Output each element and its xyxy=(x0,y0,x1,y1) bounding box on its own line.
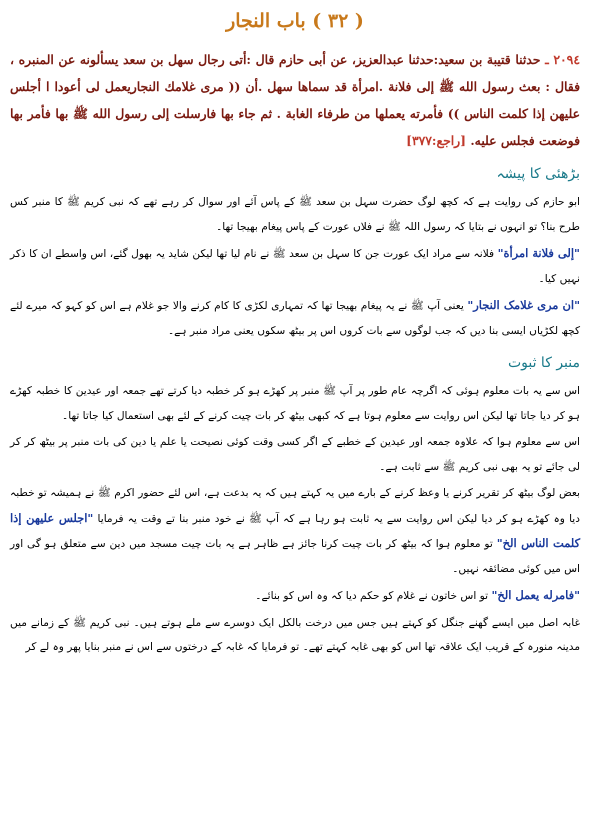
paragraph-text: غابہ اصل میں ایسے گھنے جنگل کو کہتے ہیں جس میں درخت بالکل ایک دوسرے سے ملے ہوتے ہیں۔ نبی کریم ﷺ کے زمانے میں مدینہ منورہ کے قریب ایک علاقہ تھا اس کو بھی غابہ کہتے تھے۔ تو فرمایا کہ غابہ کے درختوں سے اس نے منبر بنایا پھر وہ لے کر xyxy=(10,616,580,653)
hadith-text: حدثنا قتيبة بن سعيد:حدثنا عبدالعزيز، عن أبى حازم قال :أتى رجال سهل بن سعد يسألونه عن المنبره ، فقال : بعث رسول الله ﷺ إلى فلانة .امرأة قد سماها سهل .أن (( مرى غلامك النجاريعمل لى أعودا ا أجلس عليهن إذا كلمت الناس )) فأمرته يعملها من طرفاء الغابة . ثم جاء بها فارسلت إلى رسول الله ﷺ بها فأمر بها فوضعت فجلس عليه. xyxy=(10,52,580,148)
paragraph-text: فلانہ سے مراد ایک عورت جن کا سہل بن سعد ﷺ نے نام لیا تھا لیکن شاید یہ بھول گئے، اس واسطے ان کا ذکر نہیں کیا۔ xyxy=(10,248,580,285)
paragraph-text: تو اس خاتون نے غلام کو حکم دیا کہ وہ اس کو بنائے۔ xyxy=(255,590,489,602)
paragraph-tail: تو معلوم ہوا کہ بیٹھ کر بات چیت کرنا جائز ہے ظاہر ہے یہ بات چیت مسجد میں دین سے متعلق ہو گی اور اس میں کوئی مضائقہ نہیں۔ xyxy=(10,538,580,575)
paragraph-text: اس سے معلوم ہوا کہ علاوہ جمعہ اور عیدین کے خطبے کے اگر کسی وقت کوئی نصیحت یا علم یا دین کی بات منبر پر بیٹھ کر کر لی جائے تو یہ بھی نبی کریم ﷺ سے ثابت ہے۔ xyxy=(10,436,580,473)
paragraph-text: ابو حازم کی روایت ہے کہ کچھ لوگ حضرت سہل بن سعد ﷺ کے پاس آئے اور سوال کر رہے تھے کہ نبی کریم ﷺ کا منبر کس طرح بنا؟ تو انہوں نے بتایا کہ رسول اللہ ﷺ نے فلاں عورت کے پاس پیغام بھیجا تھا۔ xyxy=(10,196,580,233)
section-heading-carpentry: بڑھئی کا پیشہ xyxy=(496,166,580,182)
hadith-number: ٢٠٩٤ ـ xyxy=(545,52,580,67)
hadith-reference: [راجع:٣٧٧] xyxy=(406,133,467,148)
paragraph xyxy=(10,241,580,291)
paragraph xyxy=(10,190,580,239)
hadith-block xyxy=(10,46,580,154)
paragraph xyxy=(10,379,580,428)
paragraph xyxy=(10,293,580,343)
section-heading-minbar: منبر کا ثبوت xyxy=(507,355,580,371)
paragraph xyxy=(10,481,580,581)
paragraph-text: یعنی آپ ﷺ نے یہ پیغام بھیجا تھا کہ تمہاری لکڑی کا کام کرنے والا جو غلام ہے اس کو کہو کہ میرے لئے کچھ لکڑیاں ایسی بنا دیں کہ جب لوگوں سے بات کروں اس پر بیٹھ سکوں یعنی مراد منبر ہے۔ xyxy=(10,300,580,337)
paragraph xyxy=(10,430,580,479)
quote-lead: "ان مرى غلامک النجار" xyxy=(467,298,581,312)
quote-lead: "إلى فلانة امرأة" xyxy=(497,246,580,260)
chapter-title: ( ٣٢ ) باب النجار xyxy=(226,10,364,32)
paragraph xyxy=(10,611,580,660)
paragraph-text: اس سے یہ بات معلوم ہوئی کہ اگرچہ عام طور پر آپ ﷺ منبر پر کھڑے ہو کر خطبہ دیا کرتے تھے جمعہ اور عیدین کا خطبہ کھڑے ہو کر دیا جاتا تھا لیکن اس روایت سے معلوم ہوتا ہے کہ کبھی بیٹھ کر بات چیت کرنے کے لئے بھی استعمال کیا جاتا تھا۔ xyxy=(10,385,580,422)
quote-lead: "فامرله يعمل الخ" xyxy=(491,588,580,602)
inline-quote: "اجلس عليهن إذا كلمت الناس الخ" xyxy=(10,510,580,550)
paragraph-text: بعض لوگ بیٹھ کر تقریر کرنے یا وعظ کرنے کے بارے میں یہ کہتے ہیں کہ یہ بدعت ہے، اس لئے حضور اکرم ﷺ نے ہمیشہ تو خطبہ دیا وہ کھڑے ہو کر دیا لیکن اس روایت سے یہ ثابت ہو رہا ہے کہ آپ ﷺ نے خود منبر بنا تے وقت یہ فرمایا xyxy=(10,487,580,525)
paragraph xyxy=(10,583,580,609)
